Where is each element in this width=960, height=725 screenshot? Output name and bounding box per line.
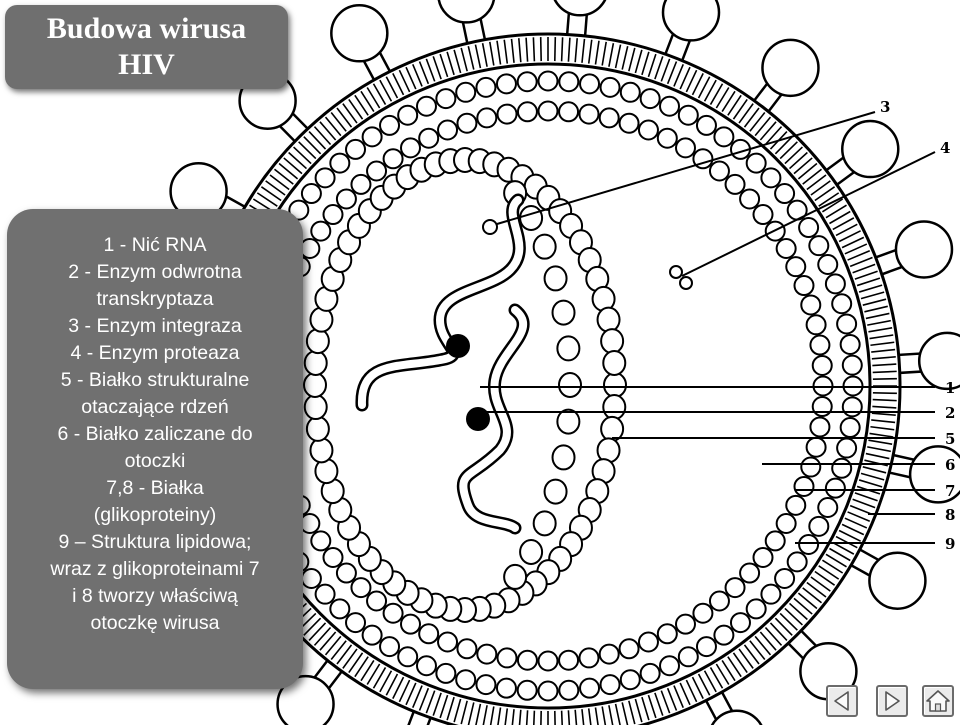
protein-bead — [302, 184, 321, 203]
protein-bead — [518, 102, 537, 121]
label-2: 2 — [945, 404, 956, 422]
glycoprotein-head — [842, 121, 898, 177]
protein-bead — [697, 116, 716, 135]
protein-bead — [697, 637, 716, 656]
protein-bead — [676, 138, 695, 157]
protein-bead — [809, 236, 828, 255]
protein-bead — [477, 645, 496, 664]
protein-bead — [417, 656, 436, 675]
capsid-bead — [553, 445, 575, 469]
legend-line: 6 - Białko zaliczane do — [57, 423, 253, 445]
protein-bead — [731, 613, 750, 632]
protein-bead — [639, 632, 658, 651]
protein-bead — [539, 102, 558, 121]
protein-bead — [498, 105, 517, 124]
protein-bead — [367, 161, 386, 180]
protein-bead — [620, 114, 639, 133]
protein-bead — [417, 97, 436, 116]
legend-line: otoczki — [124, 450, 186, 472]
protein-bead — [436, 89, 455, 108]
protein-bead — [346, 140, 365, 159]
protein-bead — [579, 648, 598, 667]
protein-bead — [754, 205, 773, 224]
capsid-bead — [603, 395, 625, 419]
protein-bead — [419, 624, 438, 643]
protein-bead — [539, 652, 558, 671]
protein-bead — [363, 626, 382, 645]
protease-dot — [670, 266, 682, 278]
protein-bead — [777, 239, 796, 258]
label-4: 4 — [940, 139, 951, 157]
label-5: 5 — [945, 430, 956, 448]
membrane-stripe — [533, 711, 534, 725]
legend-line: otaczające rdzeń — [81, 396, 229, 418]
capsid-bead — [504, 565, 526, 589]
label-1: 1 — [945, 379, 956, 397]
legend-line: i 8 tworzy właściwą — [72, 585, 238, 607]
protein-bead — [810, 417, 829, 436]
protein-bead — [818, 255, 837, 274]
protein-bead — [518, 651, 537, 670]
capsid-bead — [557, 336, 579, 360]
protein-bead — [837, 439, 856, 458]
protein-bead — [380, 637, 399, 656]
legend-line: wraz z glikoproteinami 7 — [50, 558, 260, 580]
glycoprotein-head — [552, 0, 608, 15]
home-button[interactable] — [922, 685, 954, 717]
glycoprotein-head — [869, 553, 925, 609]
capsid-bead — [601, 329, 623, 353]
back-arrow-icon — [828, 687, 856, 715]
label-6: 6 — [945, 456, 956, 474]
forward-button[interactable] — [876, 685, 908, 717]
membrane-stripe — [555, 711, 556, 725]
protein-bead — [601, 78, 620, 97]
title-box — [5, 5, 288, 89]
protein-bead — [794, 276, 813, 295]
legend-line: (glikoproteiny) — [93, 504, 217, 526]
protein-bead — [401, 615, 420, 634]
protein-bead — [641, 664, 660, 683]
protein-bead — [693, 604, 712, 623]
membrane-stripe — [873, 393, 897, 394]
membrane-stripe — [873, 371, 897, 372]
protein-bead — [302, 569, 321, 588]
protein-bead — [777, 514, 796, 533]
protein-bead — [740, 189, 759, 208]
protein-bead — [311, 531, 330, 550]
protein-bead — [601, 675, 620, 694]
protein-bead — [775, 569, 794, 588]
legend-line: otoczkę wirusa — [90, 612, 220, 634]
protein-bead — [438, 632, 457, 651]
protein-bead — [559, 102, 578, 121]
label-8: 8 — [945, 506, 956, 524]
protein-bead — [679, 647, 698, 666]
legend-line: 1 - Nić RNA — [103, 234, 207, 256]
protein-bead — [740, 564, 759, 583]
membrane-stripe — [562, 37, 563, 61]
protein-bead — [497, 74, 516, 93]
protein-bead — [818, 498, 837, 517]
protein-bead — [384, 149, 403, 168]
protein-bead — [679, 106, 698, 125]
protein-bead — [714, 127, 733, 146]
protein-bead — [826, 479, 845, 498]
protein-bead — [380, 116, 399, 135]
protease-dot — [680, 277, 692, 289]
protein-bead — [559, 681, 578, 700]
protein-bead — [476, 78, 495, 97]
protein-bead — [539, 72, 558, 91]
capsid-bead — [305, 395, 327, 419]
capsid-bead — [604, 373, 626, 397]
protein-bead — [367, 592, 386, 611]
protein-bead — [518, 72, 537, 91]
protein-bead — [620, 639, 639, 658]
capsid-bead — [307, 417, 329, 441]
protein-bead — [761, 168, 780, 187]
protein-bead — [363, 127, 382, 146]
protein-bead — [559, 651, 578, 670]
label-9: 9 — [945, 535, 956, 553]
protein-bead — [658, 129, 677, 148]
protein-bead — [351, 175, 370, 194]
protein-bead — [761, 585, 780, 604]
protein-bead — [794, 477, 813, 496]
capsid-bead — [307, 329, 329, 353]
back-button[interactable] — [826, 685, 858, 717]
protein-bead — [476, 675, 495, 694]
protein-bead — [799, 218, 818, 237]
protein-bead — [323, 548, 342, 567]
legend-line: 9 – Struktura lipidowa; — [58, 531, 252, 553]
protein-bead — [351, 578, 370, 597]
protein-bead — [559, 72, 578, 91]
protein-bead — [786, 496, 805, 515]
membrane-stripe — [541, 711, 542, 725]
protein-bead — [518, 681, 537, 700]
protein-bead — [775, 184, 794, 203]
protein-bead — [419, 129, 438, 148]
protein-bead — [580, 74, 599, 93]
legend-line: 5 - Białko strukturalne — [60, 369, 250, 391]
glycoprotein-head — [762, 40, 818, 96]
membrane-stripe — [541, 37, 542, 61]
protein-bead — [330, 154, 349, 173]
protein-bead — [621, 670, 640, 689]
protein-bead — [841, 418, 860, 437]
capsid-bead — [520, 540, 542, 564]
protein-bead — [398, 106, 417, 125]
protein-bead — [837, 314, 856, 333]
legend-line: 2 - Enzym odwrotna — [68, 261, 242, 283]
protein-bead — [438, 121, 457, 140]
protein-bead — [539, 682, 558, 701]
legend-line: 4 - Enzym proteaza — [70, 342, 240, 364]
protein-bead — [477, 108, 496, 127]
protein-bead — [498, 648, 517, 667]
legend-line: 3 - Enzym integraza — [68, 315, 242, 337]
protein-bead — [497, 679, 516, 698]
protein-bead — [311, 222, 330, 241]
membrane-stripe — [873, 379, 897, 380]
home-icon — [924, 687, 952, 715]
glycoprotein-head — [663, 0, 719, 40]
capsid-bead — [534, 235, 556, 259]
protein-bead — [401, 138, 420, 157]
protein-bead — [841, 335, 860, 354]
protein-bead — [799, 535, 818, 554]
protein-bead — [660, 97, 679, 116]
protein-bead — [710, 161, 729, 180]
protein-bead — [300, 514, 319, 533]
protein-bead — [843, 397, 862, 416]
protein-bead — [639, 121, 658, 140]
protein-bead — [600, 645, 619, 664]
legend-line: transkryptaza — [96, 288, 214, 310]
protein-bead — [676, 615, 695, 634]
protein-bead — [810, 336, 829, 355]
forward-arrow-icon — [878, 687, 906, 715]
capsid-bead — [545, 480, 567, 504]
protein-bead — [330, 599, 349, 618]
protein-bead — [621, 83, 640, 102]
capsid-bead — [603, 351, 625, 375]
title-line-1: Budowa wirusa — [46, 12, 247, 45]
glycoprotein-head — [896, 221, 952, 277]
protein-bead — [788, 552, 807, 571]
protein-bead — [337, 564, 356, 583]
protein-bead — [843, 356, 862, 375]
protein-bead — [807, 315, 826, 334]
protein-bead — [801, 458, 820, 477]
capsid-bead — [559, 373, 581, 397]
protein-bead — [832, 459, 851, 478]
capsid-bead — [305, 351, 327, 375]
protein-bead — [660, 656, 679, 675]
membrane-stripe — [533, 37, 534, 61]
protein-bead — [384, 604, 403, 623]
label-3: 3 — [880, 98, 891, 116]
protein-bead — [747, 154, 766, 173]
protein-bead — [714, 626, 733, 645]
protein-bead — [580, 679, 599, 698]
protein-bead — [456, 670, 475, 689]
protein-bead — [813, 356, 832, 375]
membrane-stripe — [873, 400, 897, 401]
capsid-bead — [557, 410, 579, 434]
protein-bead — [457, 114, 476, 133]
capsid-bead — [598, 308, 620, 332]
protein-bead — [337, 189, 356, 208]
protein-bead — [641, 89, 660, 108]
protein-bead — [600, 108, 619, 127]
protein-bead — [579, 105, 598, 124]
protein-bead — [726, 175, 745, 194]
glycoprotein-head — [331, 5, 387, 61]
protein-bead — [658, 624, 677, 643]
legend-box — [7, 209, 303, 689]
capsid-bead — [545, 266, 567, 290]
protein-bead — [398, 647, 417, 666]
protein-bead — [826, 274, 845, 293]
protein-bead — [323, 205, 342, 224]
protein-bead — [300, 239, 319, 258]
protein-bead — [809, 517, 828, 536]
protein-bead — [747, 599, 766, 618]
protein-bead — [316, 585, 335, 604]
protein-bead — [457, 639, 476, 658]
capsid-bead — [304, 373, 326, 397]
protein-bead — [801, 295, 820, 314]
protein-bead — [832, 294, 851, 313]
legend-line: 7,8 - Białka — [106, 477, 204, 499]
capsid-bead — [553, 301, 575, 325]
capsid-bead — [310, 438, 332, 462]
membrane-stripe — [562, 711, 563, 725]
label-7: 7 — [945, 482, 956, 500]
protein-bead — [807, 438, 826, 457]
protein-bead — [316, 168, 335, 187]
integrase-dot — [483, 220, 497, 234]
reverse-transcriptase-dot — [446, 334, 470, 358]
protein-bead — [813, 397, 832, 416]
protein-bead — [456, 83, 475, 102]
protein-bead — [726, 578, 745, 597]
protein-bead — [710, 592, 729, 611]
capsid-bead — [534, 511, 556, 535]
glycoprotein-head — [438, 0, 494, 22]
protein-bead — [754, 548, 773, 567]
protein-bead — [786, 257, 805, 276]
membrane-stripe — [555, 37, 556, 61]
protein-bead — [346, 613, 365, 632]
reverse-transcriptase-dot — [466, 407, 490, 431]
protein-bead — [766, 531, 785, 550]
protein-bead — [436, 664, 455, 683]
title-line-2: HIV — [118, 48, 175, 81]
capsid-bead — [520, 206, 542, 230]
